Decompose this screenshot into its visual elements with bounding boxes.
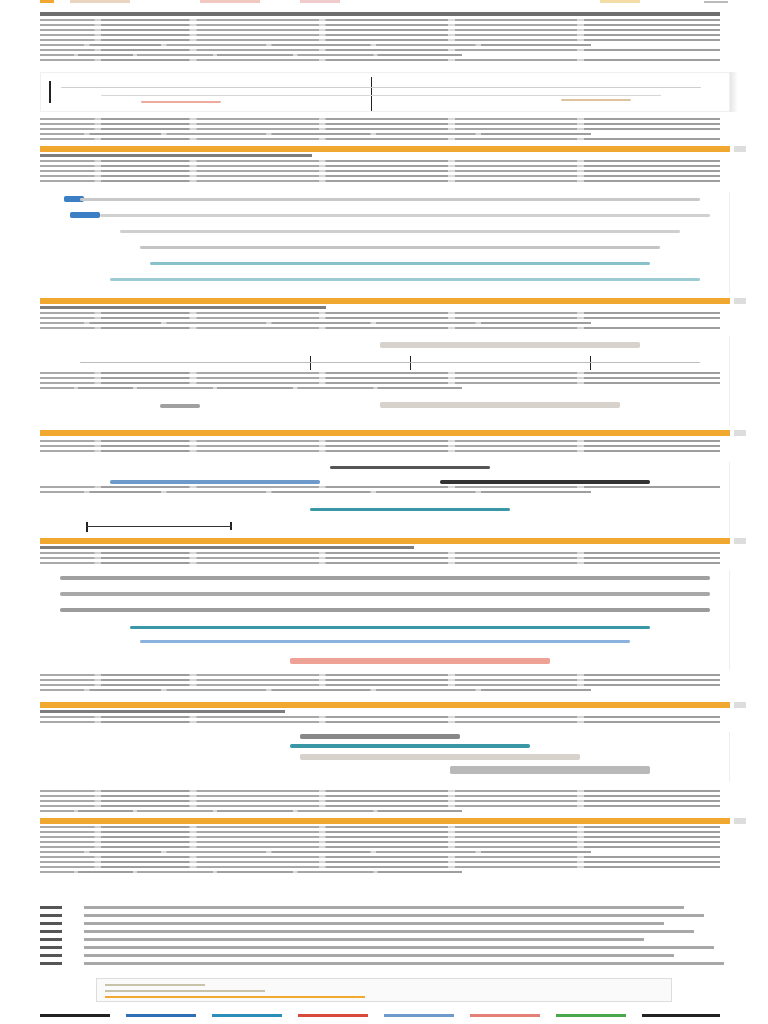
figure-2-panel bbox=[40, 192, 730, 294]
section-6-text bbox=[40, 710, 720, 730]
section-1-text-tail bbox=[40, 118, 720, 144]
figure-streak bbox=[440, 480, 650, 484]
figure-streak bbox=[120, 230, 680, 233]
figure-streak bbox=[130, 626, 650, 629]
section-1-text bbox=[40, 12, 720, 72]
divider-tab bbox=[734, 702, 746, 708]
figure-streak bbox=[290, 744, 530, 748]
section-4-text bbox=[40, 440, 720, 460]
figure-1-panel bbox=[40, 72, 730, 112]
section-4-text-mid bbox=[40, 486, 720, 500]
divider-tab bbox=[734, 146, 746, 152]
figure-streak bbox=[61, 87, 701, 88]
divider-tab bbox=[734, 298, 746, 304]
section-2-text bbox=[40, 154, 720, 188]
figure-streak bbox=[60, 576, 710, 580]
axis-tick bbox=[310, 356, 311, 370]
figure-streak bbox=[160, 404, 200, 408]
figure-streak bbox=[70, 212, 100, 218]
top-color-strip bbox=[40, 0, 720, 4]
figure-streak bbox=[310, 508, 510, 511]
bar-segment bbox=[470, 1014, 540, 1017]
list-item bbox=[40, 946, 720, 950]
axis-tick bbox=[49, 81, 51, 103]
section-divider bbox=[40, 702, 730, 708]
heading-line bbox=[40, 12, 720, 16]
list-item bbox=[40, 914, 720, 918]
list-item bbox=[40, 906, 720, 910]
axis-tick bbox=[410, 356, 411, 370]
figure-streak bbox=[300, 754, 580, 760]
figure-streak bbox=[110, 278, 700, 281]
section-5-text-tail bbox=[40, 674, 720, 698]
section-3-text-mid bbox=[40, 372, 720, 394]
figure-streak bbox=[150, 262, 650, 265]
bar-segment bbox=[212, 1014, 282, 1017]
code-block bbox=[96, 978, 672, 1002]
figure-streak bbox=[101, 95, 661, 96]
figure-6-panel bbox=[40, 732, 730, 782]
code-line bbox=[105, 984, 205, 986]
figure-streak bbox=[110, 480, 320, 484]
list-item bbox=[40, 930, 720, 934]
bottom-color-bar bbox=[40, 1014, 720, 1018]
section-3-text bbox=[40, 306, 720, 334]
figure-streak bbox=[86, 526, 232, 527]
figure-streak bbox=[450, 766, 650, 774]
figure-streak bbox=[60, 608, 710, 612]
figure-streak bbox=[380, 402, 620, 408]
list-item bbox=[40, 922, 720, 926]
figure-5-panel bbox=[40, 570, 730, 670]
axis-tick bbox=[371, 77, 372, 111]
section-divider bbox=[40, 298, 730, 304]
bar-segment bbox=[642, 1014, 720, 1017]
section-7-text bbox=[40, 826, 720, 886]
bar-segment bbox=[298, 1014, 368, 1017]
bar-segment bbox=[126, 1014, 196, 1017]
figure-1-shadow bbox=[730, 72, 738, 112]
section-6-text-tail bbox=[40, 790, 720, 816]
code-line bbox=[105, 996, 365, 998]
list-item bbox=[40, 962, 720, 966]
figure-streak bbox=[100, 214, 710, 217]
figure-streak bbox=[140, 640, 630, 643]
top-corner-mark bbox=[704, 1, 728, 3]
figure-streak bbox=[561, 99, 631, 101]
axis-tick bbox=[86, 522, 88, 532]
divider-tab bbox=[734, 430, 746, 436]
figure-streak bbox=[380, 342, 640, 348]
divider-tab bbox=[734, 538, 746, 544]
section-divider bbox=[40, 146, 730, 152]
list-item bbox=[40, 938, 720, 942]
bar-segment bbox=[384, 1014, 454, 1017]
section-divider bbox=[40, 538, 730, 544]
figure-streak bbox=[80, 362, 700, 363]
strip-segment bbox=[40, 0, 54, 3]
section-divider bbox=[40, 818, 730, 824]
figure-streak bbox=[80, 198, 700, 201]
figure-streak bbox=[141, 101, 221, 103]
strip-segment bbox=[600, 0, 640, 3]
strip-segment bbox=[200, 0, 260, 3]
strip-segment bbox=[300, 0, 340, 3]
divider-tab bbox=[734, 818, 746, 824]
axis-tick bbox=[590, 356, 591, 370]
bar-segment bbox=[40, 1014, 110, 1017]
bar-segment bbox=[556, 1014, 626, 1017]
figure-streak bbox=[60, 592, 710, 596]
figure-streak bbox=[290, 658, 550, 664]
section-divider bbox=[40, 430, 730, 436]
figure-streak bbox=[330, 466, 490, 469]
section-5-text bbox=[40, 546, 720, 568]
code-line bbox=[105, 990, 265, 992]
figure-streak bbox=[300, 734, 460, 739]
figure-streak bbox=[140, 246, 660, 249]
list-item bbox=[40, 954, 720, 958]
strip-segment bbox=[70, 0, 130, 3]
